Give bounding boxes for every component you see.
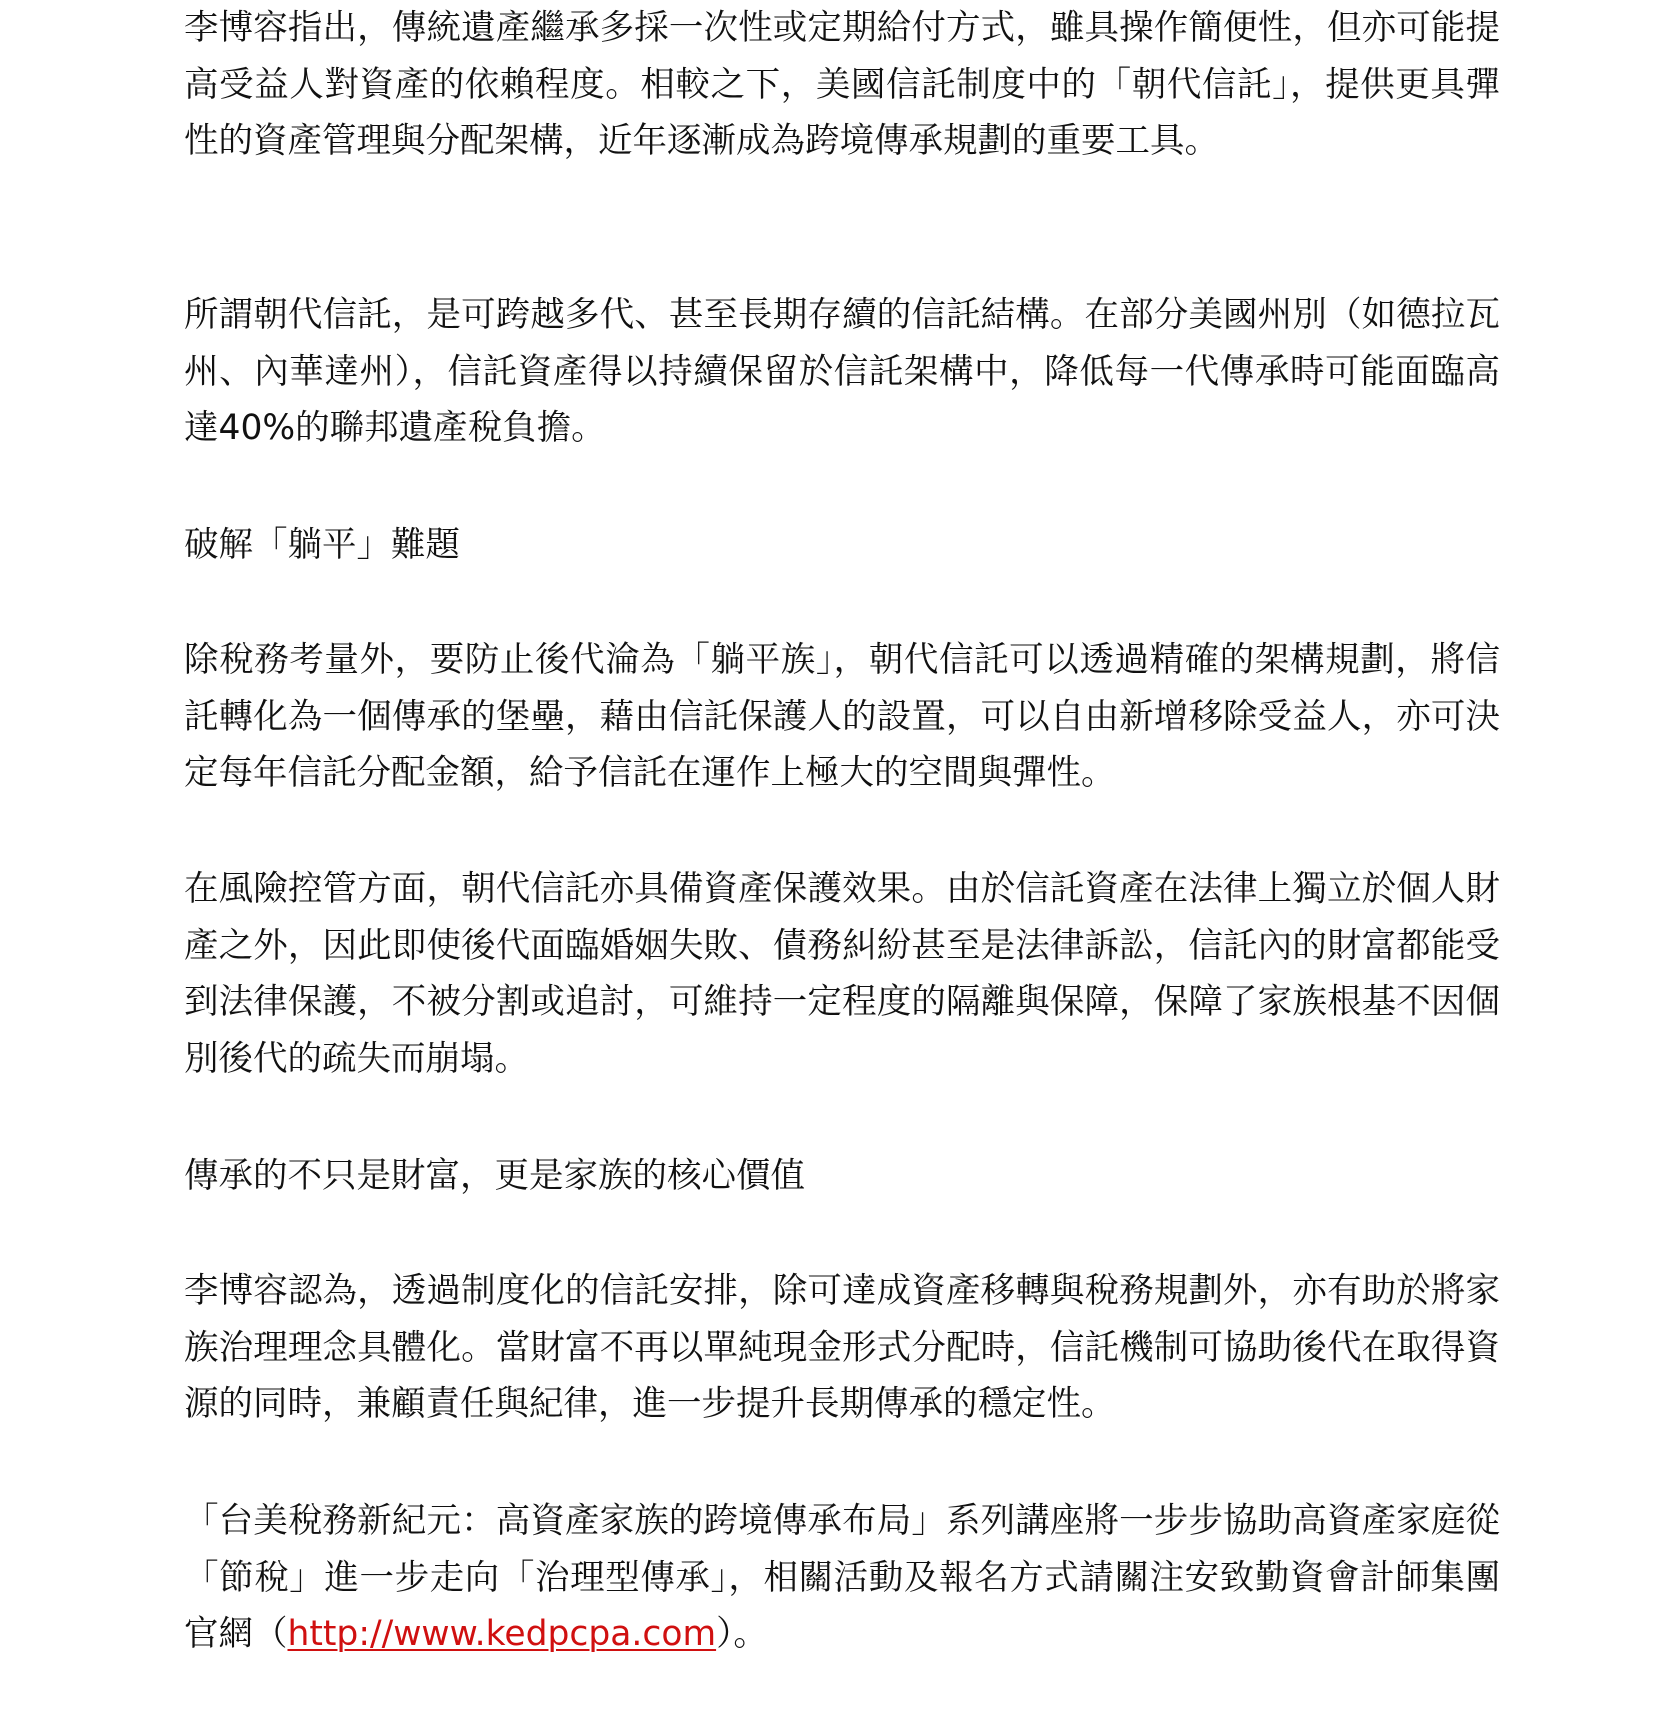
paragraph-asset-protection: 在風險控管方面，朝代信託亦具備資產保護效果。由於信託資產在法律上獨立於個人財產之外，因此即使後代面臨婚姻失敗、債務糾紛甚至是法律訴訟，信託內的財富都能受到法律保護，不被分割或追討，可維持一定程度的隔離與保障，保障了家族根基不因個別後代的疏失而崩塌。 [184,869,1500,1079]
seminar-text: 「台美稅務新紀元：高資產家族的跨境傳承布局」系列講座將一步步協助高資產家庭從「節稅」進一步走向「治理型傳承」，相關活動及報名方式請關注安致勤資會計師集團官網（ [184,1501,1500,1654]
seminar-text-end: ）。 [716,1614,768,1654]
paragraph-dynasty-trust-definition: 所謂朝代信託，是可跨越多代、甚至長期存續的信託結構。在部分美國州別（如德拉瓦州、內華達州），信託資產得以持續保留於信託架構中，降低每一代傳承時可能面臨高達40%的聯邦遺產稅負擔。 [184,295,1500,448]
paragraph-seminar-announcement [184,1493,1500,1663]
paragraph-trust-intro: 李博容指出，傳統遺產繼承多採一次性或定期給付方式，雖具操作簡便性，但亦可能提高受益人對資產的依賴程度。相較之下，美國信託制度中的「朝代信託」，提供更具彈性的資產管理與分配架構，近年逐漸成為跨境傳承規劃的重要工具。 [184,8,1500,161]
section-heading-core-values: 傳承的不只是財富，更是家族的核心價值 [184,1156,805,1196]
section-heading-lying-flat: 破解「躺平」難題 [184,525,460,565]
paragraph-family-governance: 李博容認為，透過制度化的信託安排，除可達成資產移轉與稅務規劃外，亦有助於將家族治理理念具體化。當財富不再以單純現金形式分配時，信託機制可協助後代在取得資源的同時，兼顧責任與紀律，進一步提升長期傳承的穩定性。 [184,1271,1500,1424]
website-link[interactable]: http://www.kedpcpa.com [287,1614,717,1654]
paragraph-lying-flat-solution: 除稅務考量外，要防止後代淪為「躺平族」，朝代信託可以透過精確的架構規劃，將信託轉化為一個傳承的堡壘，藉由信託保護人的設置，可以自由新增移除受益人，亦可決定每年信託分配金額，給予信託在運作上極大的空間與彈性。 [184,640,1500,793]
